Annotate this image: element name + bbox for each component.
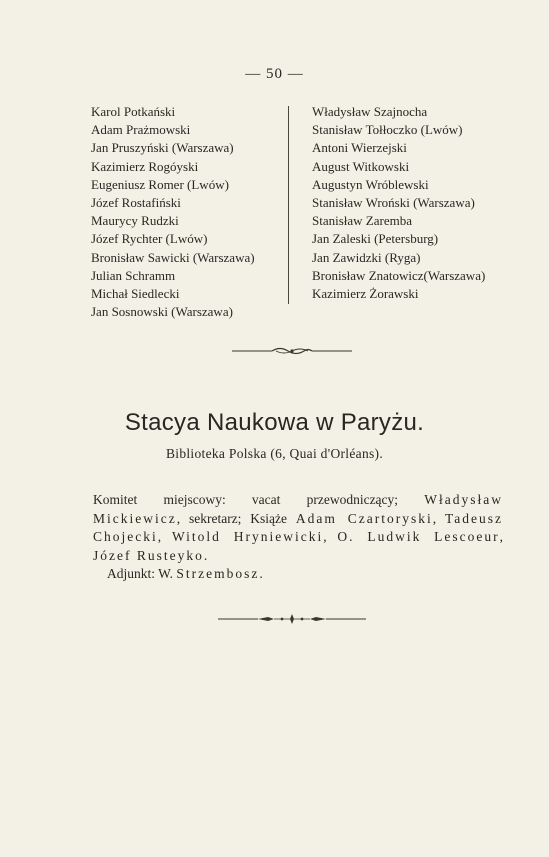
member-entry: Eugeniusz Romer (Lwów)	[91, 176, 229, 192]
person-name: Władysław	[424, 492, 503, 507]
section-title: Stacya Naukowa w Paryżu.	[124, 409, 425, 436]
ornament-divider-top	[232, 345, 352, 357]
ornament-divider-bottom	[218, 612, 366, 626]
committee-text: ,	[432, 510, 445, 526]
column-divider	[288, 106, 289, 304]
committee-line-3	[93, 528, 503, 547]
adjunct-line	[93, 565, 503, 584]
member-entry: August Witkowski	[312, 158, 410, 174]
member-entry: Jan Zaleski (Petersburg)	[312, 231, 439, 247]
person-name: Tadeusz	[444, 510, 503, 526]
committee-text: ,	[157, 529, 172, 544]
person-name: Chojecki	[93, 529, 158, 544]
committee-line-2	[93, 510, 503, 529]
committee-text: ,	[323, 529, 338, 544]
member-entry: Jan Pruszyński (Warszawa)	[91, 140, 234, 156]
member-entry: Jan Zawidzki (Ryga)	[312, 249, 421, 265]
member-entry: Bronisław Sawicki (Warszawa)	[91, 249, 255, 265]
committee-line-4	[93, 547, 503, 566]
member-entry: Michał Siedlecki	[91, 286, 180, 302]
person-name: Witold Hryniewicki	[171, 529, 324, 544]
committee-text: .	[259, 566, 263, 581]
member-entry: Adam Prażmowski	[91, 122, 191, 138]
member-entry: Karol Potkański	[91, 104, 176, 119]
member-entry: Maurycy Rudzki	[91, 213, 179, 229]
member-entry: Augustyn Wróblewski	[312, 176, 429, 192]
committee-intro: Komitet miejscowy: vacat przewodniczący;	[93, 492, 425, 507]
member-entry: Władysław Szajnocha	[312, 104, 428, 119]
member-entry: Kazimierz Żorawski	[312, 286, 419, 302]
members-list-left	[91, 103, 255, 321]
page-number: — 50 —	[245, 66, 304, 82]
person-name: Mickiewicz	[93, 510, 177, 526]
person-name: Adam Czartoryski	[295, 510, 433, 526]
person-name: Strzembosz	[176, 566, 260, 581]
committee-text: ,	[499, 529, 504, 544]
members-list-right	[312, 103, 485, 303]
member-entry: Bronisław Znatowicz(Warszawa)	[312, 267, 486, 283]
section-subtitle: Biblioteka Polska (6, Quai d'Orléans).	[165, 446, 384, 461]
member-entry: Stanisław Wroński (Warszawa)	[312, 195, 475, 211]
member-entry: Józef Rostafiński	[91, 195, 181, 211]
member-entry: Kazimierz Rogóyski	[91, 158, 199, 174]
committee-text: .	[203, 547, 208, 563]
person-name: O. Ludwik Lescoeur	[337, 529, 500, 544]
adjunct-label: Adjunkt: W.	[107, 566, 177, 581]
committee-line-1	[93, 491, 503, 510]
member-entry: Stanisław Tołłoczko (Lwów)	[312, 122, 463, 138]
member-entry: Jan Sosnowski (Warszawa)	[91, 304, 233, 320]
committee-text: , sekretarz; Książe	[176, 510, 296, 526]
member-entry: Józef Rychter (Lwów)	[91, 231, 208, 247]
member-entry: Stanisław Zaremba	[312, 213, 412, 229]
committee-paragraph	[93, 491, 503, 584]
person-name: Józef Rusteyko	[93, 547, 204, 563]
member-entry: Julian Schramm	[91, 267, 176, 283]
member-entry: Antoni Wierzejski	[312, 140, 407, 156]
